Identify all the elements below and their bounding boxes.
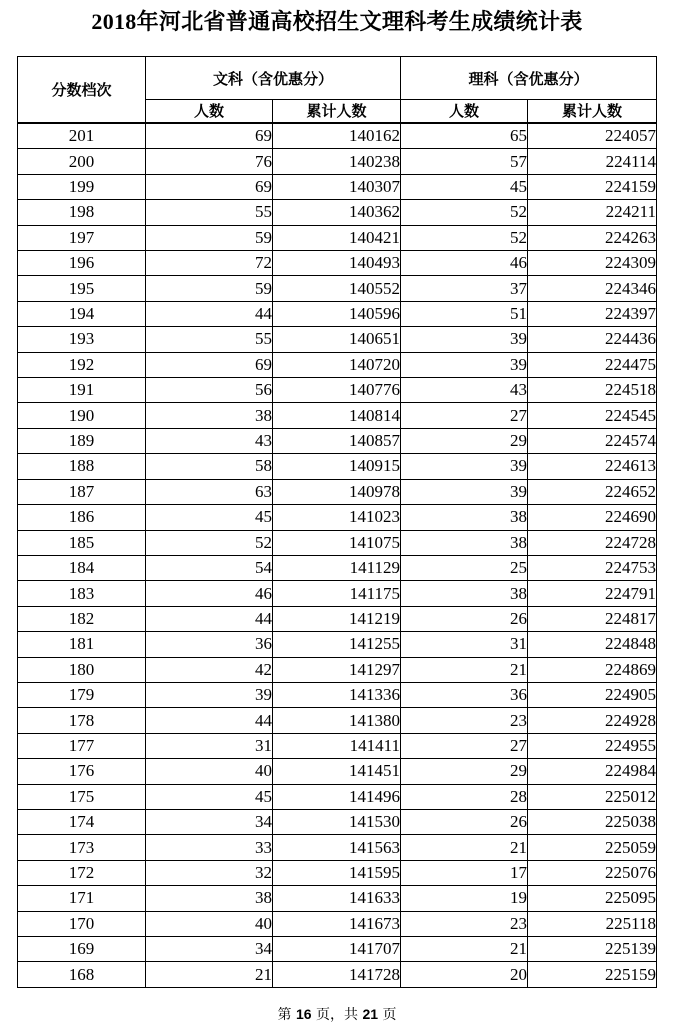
wenke-count-cell: 40 [146,759,273,784]
footer-total-pages: 21 [362,1006,379,1022]
wenke-cumulative-cell: 141075 [273,530,401,555]
score-cell: 191 [18,378,146,403]
table-row [18,937,657,962]
like-cumulative-cell: 224475 [528,352,657,377]
table-row [18,759,657,784]
like-cumulative-cell: 225012 [528,784,657,809]
score-cell: 199 [18,174,146,199]
wenke-cumulative-cell: 141728 [273,962,401,987]
table-row [18,962,657,987]
score-cell: 187 [18,479,146,504]
like-cumulative-cell: 224309 [528,251,657,276]
like-count-cell: 21 [401,835,528,860]
like-cumulative-cell: 225159 [528,962,657,987]
table-row [18,733,657,758]
wenke-cumulative-cell: 141411 [273,733,401,758]
like-cumulative-cell: 224159 [528,174,657,199]
wenke-cumulative-cell: 141255 [273,632,401,657]
like-count-cell: 20 [401,962,528,987]
wenke-cumulative-cell: 141297 [273,657,401,682]
wenke-cumulative-cell: 140651 [273,327,401,352]
wenke-count-cell: 46 [146,581,273,606]
like-count-header: 人数 [401,100,528,124]
like-count-cell: 38 [401,505,528,530]
table-row [18,784,657,809]
wenke-cumulative-cell: 141219 [273,606,401,631]
wenke-cumulative-cell: 141451 [273,759,401,784]
like-count-cell: 31 [401,632,528,657]
wenke-cumulative-cell: 140596 [273,301,401,326]
like-cumulative-cell: 224848 [528,632,657,657]
table-row [18,911,657,936]
wenke-cumulative-cell: 141595 [273,860,401,885]
wenke-cumulative-cell: 140552 [273,276,401,301]
score-cell: 174 [18,809,146,834]
score-band-header: 分数档次 [18,57,146,124]
wenke-cumulative-cell: 140493 [273,251,401,276]
like-count-cell: 52 [401,225,528,250]
score-cell: 193 [18,327,146,352]
wenke-count-cell: 36 [146,632,273,657]
wenke-count-cell: 63 [146,479,273,504]
wenke-cumulative-cell: 140720 [273,352,401,377]
wenke-count-cell: 43 [146,428,273,453]
score-cell: 195 [18,276,146,301]
wenke-cumulative-cell: 140776 [273,378,401,403]
footer-prefix: 第 [277,1007,292,1023]
wenke-count-header: 人数 [146,100,273,124]
score-cell: 185 [18,530,146,555]
wenke-count-cell: 59 [146,225,273,250]
wenke-cumulative-cell: 141023 [273,505,401,530]
like-count-cell: 57 [401,149,528,174]
page-footer [0,1004,674,1024]
wenke-count-cell: 33 [146,835,273,860]
like-count-cell: 26 [401,606,528,631]
like-group-header: 理科（含优惠分） [401,57,657,100]
wenke-count-cell: 42 [146,657,273,682]
wenke-count-cell: 55 [146,327,273,352]
wenke-count-cell: 56 [146,378,273,403]
table-row [18,352,657,377]
score-cell: 197 [18,225,146,250]
like-cumulative-cell: 225095 [528,886,657,911]
table-row [18,251,657,276]
like-count-cell: 17 [401,860,528,885]
table-row [18,225,657,250]
table-row [18,809,657,834]
table-row [18,149,657,174]
like-count-cell: 52 [401,200,528,225]
like-cumulative-cell: 225118 [528,911,657,936]
wenke-count-cell: 31 [146,733,273,758]
like-count-cell: 23 [401,708,528,733]
wenke-count-cell: 38 [146,886,273,911]
score-cell: 175 [18,784,146,809]
table-row [18,327,657,352]
wenke-cumulative-cell: 141633 [273,886,401,911]
like-cumulative-cell: 224397 [528,301,657,326]
table-row [18,708,657,733]
score-cell: 180 [18,657,146,682]
score-cell: 201 [18,123,146,149]
table-row [18,174,657,199]
table-body [18,123,657,987]
like-cumulative-cell: 224928 [528,708,657,733]
wenke-cumulative-cell: 140421 [273,225,401,250]
table-row [18,378,657,403]
like-count-cell: 21 [401,657,528,682]
like-cumulative-cell: 224984 [528,759,657,784]
table-row [18,505,657,530]
wenke-cumulative-cell: 140307 [273,174,401,199]
like-count-cell: 37 [401,276,528,301]
table-row [18,428,657,453]
table-row [18,479,657,504]
score-cell: 186 [18,505,146,530]
score-cell: 194 [18,301,146,326]
table-row [18,682,657,707]
like-count-cell: 65 [401,123,528,149]
score-cell: 183 [18,581,146,606]
like-cumulative-cell: 224574 [528,428,657,453]
score-cell: 182 [18,606,146,631]
like-count-cell: 39 [401,454,528,479]
wenke-count-cell: 40 [146,911,273,936]
table-row [18,123,657,149]
table-row [18,581,657,606]
wenke-count-cell: 44 [146,301,273,326]
like-count-cell: 39 [401,352,528,377]
wenke-count-cell: 34 [146,937,273,962]
like-cumulative-cell: 224114 [528,149,657,174]
like-count-cell: 25 [401,555,528,580]
like-count-cell: 27 [401,733,528,758]
wenke-cumulative-cell: 141175 [273,581,401,606]
like-cumulative-cell: 224652 [528,479,657,504]
like-count-cell: 39 [401,479,528,504]
score-cell: 189 [18,428,146,453]
page-title: 2018年河北省普通高校招生文理科考生成绩统计表 [91,9,583,34]
wenke-count-cell: 69 [146,352,273,377]
score-cell: 171 [18,886,146,911]
score-table [17,56,657,988]
like-cumulative-cell: 224728 [528,530,657,555]
wenke-cumulative-cell: 140362 [273,200,401,225]
score-cell: 177 [18,733,146,758]
score-cell: 196 [18,251,146,276]
like-count-cell: 29 [401,759,528,784]
like-count-cell: 51 [401,301,528,326]
table-row [18,632,657,657]
wenke-cumulative-cell: 141530 [273,809,401,834]
score-cell: 170 [18,911,146,936]
wenke-cumulative-cell: 141336 [273,682,401,707]
like-count-cell: 45 [401,174,528,199]
score-cell: 190 [18,403,146,428]
score-cell: 181 [18,632,146,657]
score-cell: 169 [18,937,146,962]
table-row [18,454,657,479]
table-row [18,657,657,682]
like-cumulative-cell: 224955 [528,733,657,758]
score-cell: 198 [18,200,146,225]
footer-suffix: 页 [382,1007,397,1023]
wenke-cumulative-cell: 140857 [273,428,401,453]
score-cell: 168 [18,962,146,987]
table-row [18,555,657,580]
wenke-count-cell: 69 [146,123,273,149]
like-cumulative-cell: 224263 [528,225,657,250]
like-count-cell: 38 [401,581,528,606]
wenke-cumulative-cell: 140814 [273,403,401,428]
wenke-cumulative-cell: 140238 [273,149,401,174]
like-cumulative-cell: 225139 [528,937,657,962]
score-cell: 179 [18,682,146,707]
like-cumulative-cell: 225038 [528,809,657,834]
table-row [18,606,657,631]
like-count-cell: 26 [401,809,528,834]
like-cumulative-cell: 224869 [528,657,657,682]
table-row [18,403,657,428]
like-cumulative-cell: 224905 [528,682,657,707]
score-cell: 178 [18,708,146,733]
like-cumulative-cell: 224545 [528,403,657,428]
like-cumulative-cell: 224211 [528,200,657,225]
like-cumulative-cell: 225059 [528,835,657,860]
wenke-count-cell: 45 [146,784,273,809]
like-cumulative-cell: 224791 [528,581,657,606]
like-cumulative-cell: 224436 [528,327,657,352]
score-cell: 200 [18,149,146,174]
wenke-count-cell: 76 [146,149,273,174]
wenke-count-cell: 39 [146,682,273,707]
wenke-cumulative-cell: 141380 [273,708,401,733]
score-cell: 176 [18,759,146,784]
like-cumulative-cell: 224518 [528,378,657,403]
like-count-cell: 29 [401,428,528,453]
table-row [18,530,657,555]
score-cell: 192 [18,352,146,377]
like-cumulative-header: 累计人数 [528,100,657,124]
like-count-cell: 28 [401,784,528,809]
wenke-count-cell: 38 [146,403,273,428]
wenke-count-cell: 21 [146,962,273,987]
wenke-count-cell: 52 [146,530,273,555]
wenke-count-cell: 58 [146,454,273,479]
wenke-count-cell: 59 [146,276,273,301]
like-count-cell: 19 [401,886,528,911]
wenke-cumulative-cell: 141496 [273,784,401,809]
wenke-count-cell: 32 [146,860,273,885]
wenke-count-cell: 69 [146,174,273,199]
like-count-cell: 23 [401,911,528,936]
wenke-cumulative-header: 累计人数 [273,100,401,124]
table-row [18,886,657,911]
like-count-cell: 21 [401,937,528,962]
table-row [18,301,657,326]
wenke-cumulative-cell: 141673 [273,911,401,936]
table-row [18,200,657,225]
table-row [18,835,657,860]
like-cumulative-cell: 224690 [528,505,657,530]
like-cumulative-cell: 224346 [528,276,657,301]
wenke-cumulative-cell: 140915 [273,454,401,479]
wenke-cumulative-cell: 140978 [273,479,401,504]
like-count-cell: 27 [401,403,528,428]
footer-page-number: 16 [295,1006,312,1022]
wenke-cumulative-cell: 141707 [273,937,401,962]
like-cumulative-cell: 224613 [528,454,657,479]
like-count-cell: 43 [401,378,528,403]
wenke-count-cell: 44 [146,606,273,631]
wenke-cumulative-cell: 141563 [273,835,401,860]
score-cell: 173 [18,835,146,860]
table-row [18,860,657,885]
wenke-count-cell: 34 [146,809,273,834]
like-cumulative-cell: 224817 [528,606,657,631]
score-cell: 188 [18,454,146,479]
score-cell: 184 [18,555,146,580]
footer-middle: 页，共 [316,1007,358,1023]
wenke-cumulative-cell: 141129 [273,555,401,580]
wenke-count-cell: 72 [146,251,273,276]
wenke-cumulative-cell: 140162 [273,123,401,149]
wenke-count-cell: 44 [146,708,273,733]
like-count-cell: 46 [401,251,528,276]
wenke-count-cell: 54 [146,555,273,580]
wenke-count-cell: 45 [146,505,273,530]
wenke-group-header: 文科（含优惠分） [146,57,401,100]
like-count-cell: 36 [401,682,528,707]
score-cell: 172 [18,860,146,885]
like-count-cell: 38 [401,530,528,555]
table-row [18,276,657,301]
like-count-cell: 39 [401,327,528,352]
like-cumulative-cell: 224753 [528,555,657,580]
like-cumulative-cell: 225076 [528,860,657,885]
like-cumulative-cell: 224057 [528,123,657,149]
wenke-count-cell: 55 [146,200,273,225]
